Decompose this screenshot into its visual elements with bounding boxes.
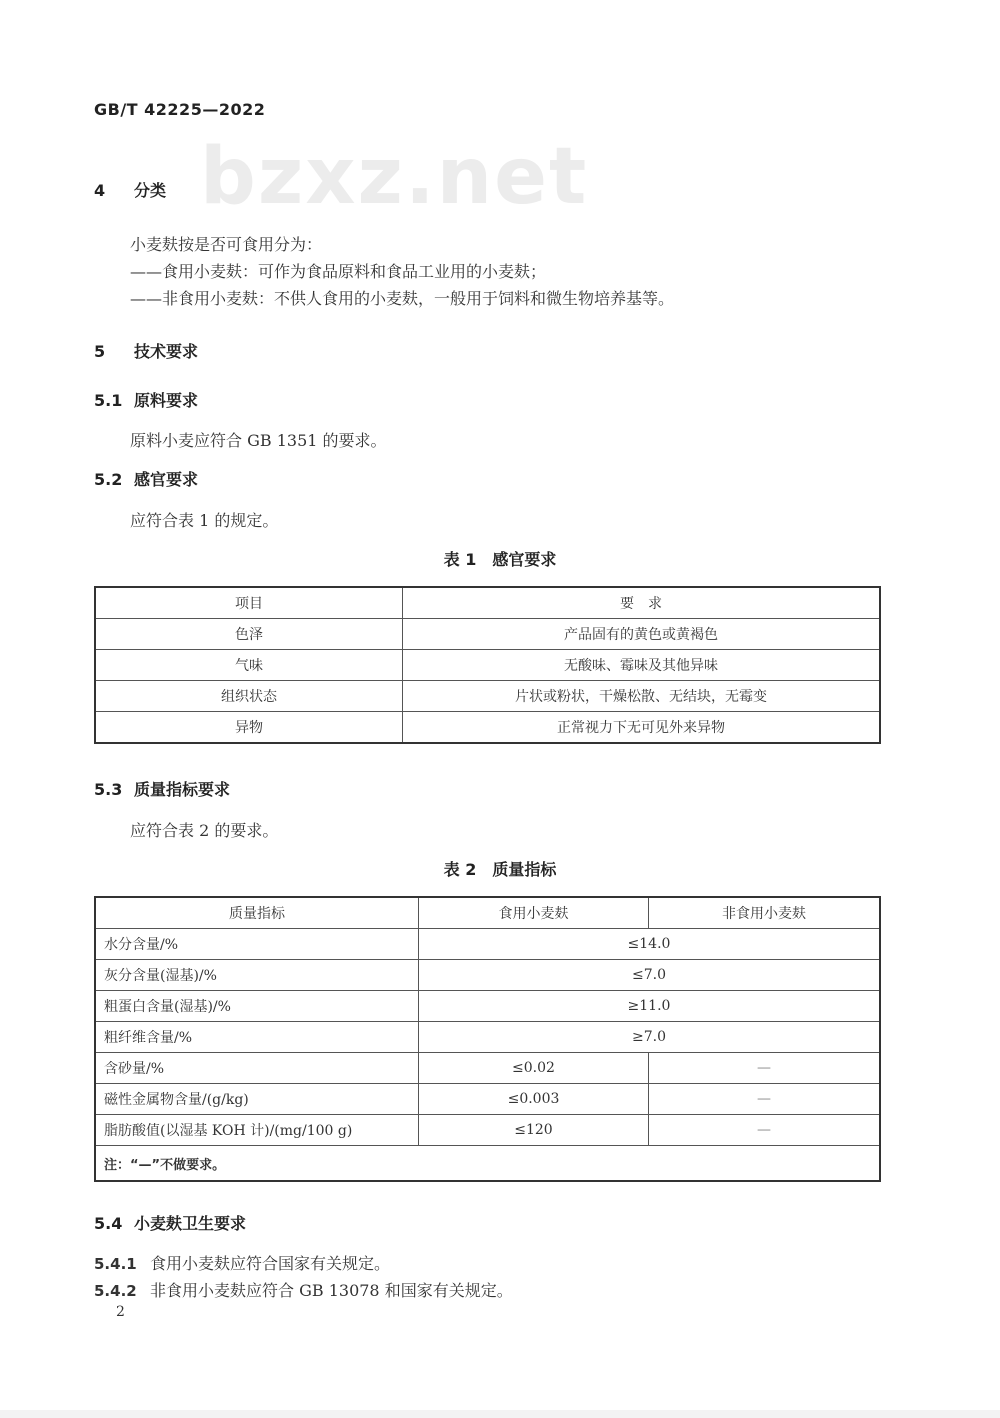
- clause-text: 非食用小麦麸应符合 GB 13078 和国家有关规定。: [150, 1281, 513, 1300]
- table-cell: ≤7.0: [419, 960, 881, 991]
- section-5-3-text: 应符合表 2 的要求。: [130, 821, 279, 840]
- table-cell: 正常视力下无可见外来异物: [403, 712, 881, 744]
- table-cell: —: [649, 1084, 881, 1115]
- table-cell: 灰分含量(湿基)/%: [95, 960, 419, 991]
- classification-item-non-edible: ——非食用小麦麸：不供人食用的小麦麸，一般用于饲料和微生物培养基等。: [130, 289, 675, 308]
- section-5-heading: [94, 339, 198, 362]
- table-cell: 色泽: [95, 619, 403, 650]
- table-cell: 气味: [95, 650, 403, 681]
- section-5-2-heading: [94, 467, 198, 490]
- table-cell: 含砂量/%: [95, 1053, 419, 1084]
- section-number: 5: [94, 342, 106, 361]
- standard-number-header: GB/T 42225—2022: [94, 100, 266, 119]
- column-header: 要 求: [403, 587, 881, 619]
- table-cell: 片状或粉状，干燥松散、无结块，无霉变: [403, 681, 881, 712]
- section-5-4-heading: [94, 1211, 246, 1234]
- quality-indicators-table: [94, 896, 881, 1182]
- table-row: [95, 960, 880, 991]
- table-cell: 水分含量/%: [95, 929, 419, 960]
- table-cell: 产品固有的黄色或黄褐色: [403, 619, 881, 650]
- section-5-1-heading: [94, 388, 198, 411]
- table-cell: ≤120: [419, 1115, 649, 1146]
- clause-text: 食用小麦麸应符合国家有关规定。: [150, 1254, 391, 1273]
- table-cell: 脂肪酸值(以湿基 KOH 计)/(mg/100 g): [95, 1115, 419, 1146]
- section-title: 分类: [134, 181, 167, 200]
- table-row: [95, 1084, 880, 1115]
- table-note: 注：“—”不做要求。: [95, 1146, 880, 1182]
- sensory-requirements-table: [94, 586, 881, 744]
- table-row: [95, 929, 880, 960]
- clause-number: 5.4.2: [94, 1282, 137, 1300]
- table-cell: 组织状态: [95, 681, 403, 712]
- table-cell: ≤14.0: [419, 929, 881, 960]
- table-row: [95, 1053, 880, 1084]
- section-4-intro: 小麦麸按是否可食用分为：: [130, 235, 323, 254]
- table-cell: 磁性金属物含量/(g/kg): [95, 1084, 419, 1115]
- table-cell: ≥11.0: [419, 991, 881, 1022]
- table-row: [95, 619, 880, 650]
- page-number: 2: [116, 1304, 125, 1320]
- section-5-4-2: [94, 1278, 513, 1301]
- table-row: [95, 1115, 880, 1146]
- watermark: bzxz.net: [200, 132, 589, 222]
- table-note-row: [95, 1146, 880, 1182]
- section-number: 5.2: [94, 470, 123, 489]
- section-5-2-text: 应符合表 1 的规定。: [130, 511, 279, 530]
- table-header-row: [95, 897, 880, 929]
- column-header: 非食用小麦麸: [649, 897, 881, 929]
- table-cell: 异物: [95, 712, 403, 744]
- section-5-4-1: [94, 1251, 390, 1274]
- table-cell: —: [649, 1115, 881, 1146]
- section-4-heading: [94, 178, 166, 201]
- section-5-3-heading: [94, 777, 230, 800]
- column-header: 项目: [95, 587, 403, 619]
- column-header: 质量指标: [95, 897, 419, 929]
- table-row: [95, 1022, 880, 1053]
- table-cell: ≥7.0: [419, 1022, 881, 1053]
- column-header: 食用小麦麸: [419, 897, 649, 929]
- section-title: 质量指标要求: [134, 780, 231, 799]
- table-cell: —: [649, 1053, 881, 1084]
- table-2-caption: 表 2 质量指标: [443, 860, 557, 879]
- section-title: 技术要求: [134, 342, 199, 361]
- section-title: 感官要求: [134, 470, 199, 489]
- table-cell: ≤0.02: [419, 1053, 649, 1084]
- table-row: [95, 681, 880, 712]
- table-cell: 无酸味、霉味及其他异味: [403, 650, 881, 681]
- section-title: 小麦麸卫生要求: [134, 1214, 247, 1233]
- table-cell: 粗纤维含量/%: [95, 1022, 419, 1053]
- table-row: [95, 712, 880, 744]
- table-cell: ≤0.003: [419, 1084, 649, 1115]
- section-number: 5.4: [94, 1214, 123, 1233]
- table-row: [95, 991, 880, 1022]
- classification-item-edible: ——食用小麦麸：可作为食品原料和食品工业用的小麦麸；: [130, 262, 547, 281]
- section-number: 4: [94, 181, 106, 200]
- table-row: [95, 650, 880, 681]
- section-number: 5.3: [94, 780, 123, 799]
- section-title: 原料要求: [134, 391, 199, 410]
- table-header-row: [95, 587, 880, 619]
- table-1-caption: 表 1 感官要求: [443, 550, 557, 569]
- section-5-1-text: 原料小麦应符合 GB 1351 的要求。: [130, 431, 387, 450]
- clause-number: 5.4.1: [94, 1255, 137, 1273]
- table-cell: 粗蛋白含量(湿基)/%: [95, 991, 419, 1022]
- section-number: 5.1: [94, 391, 123, 410]
